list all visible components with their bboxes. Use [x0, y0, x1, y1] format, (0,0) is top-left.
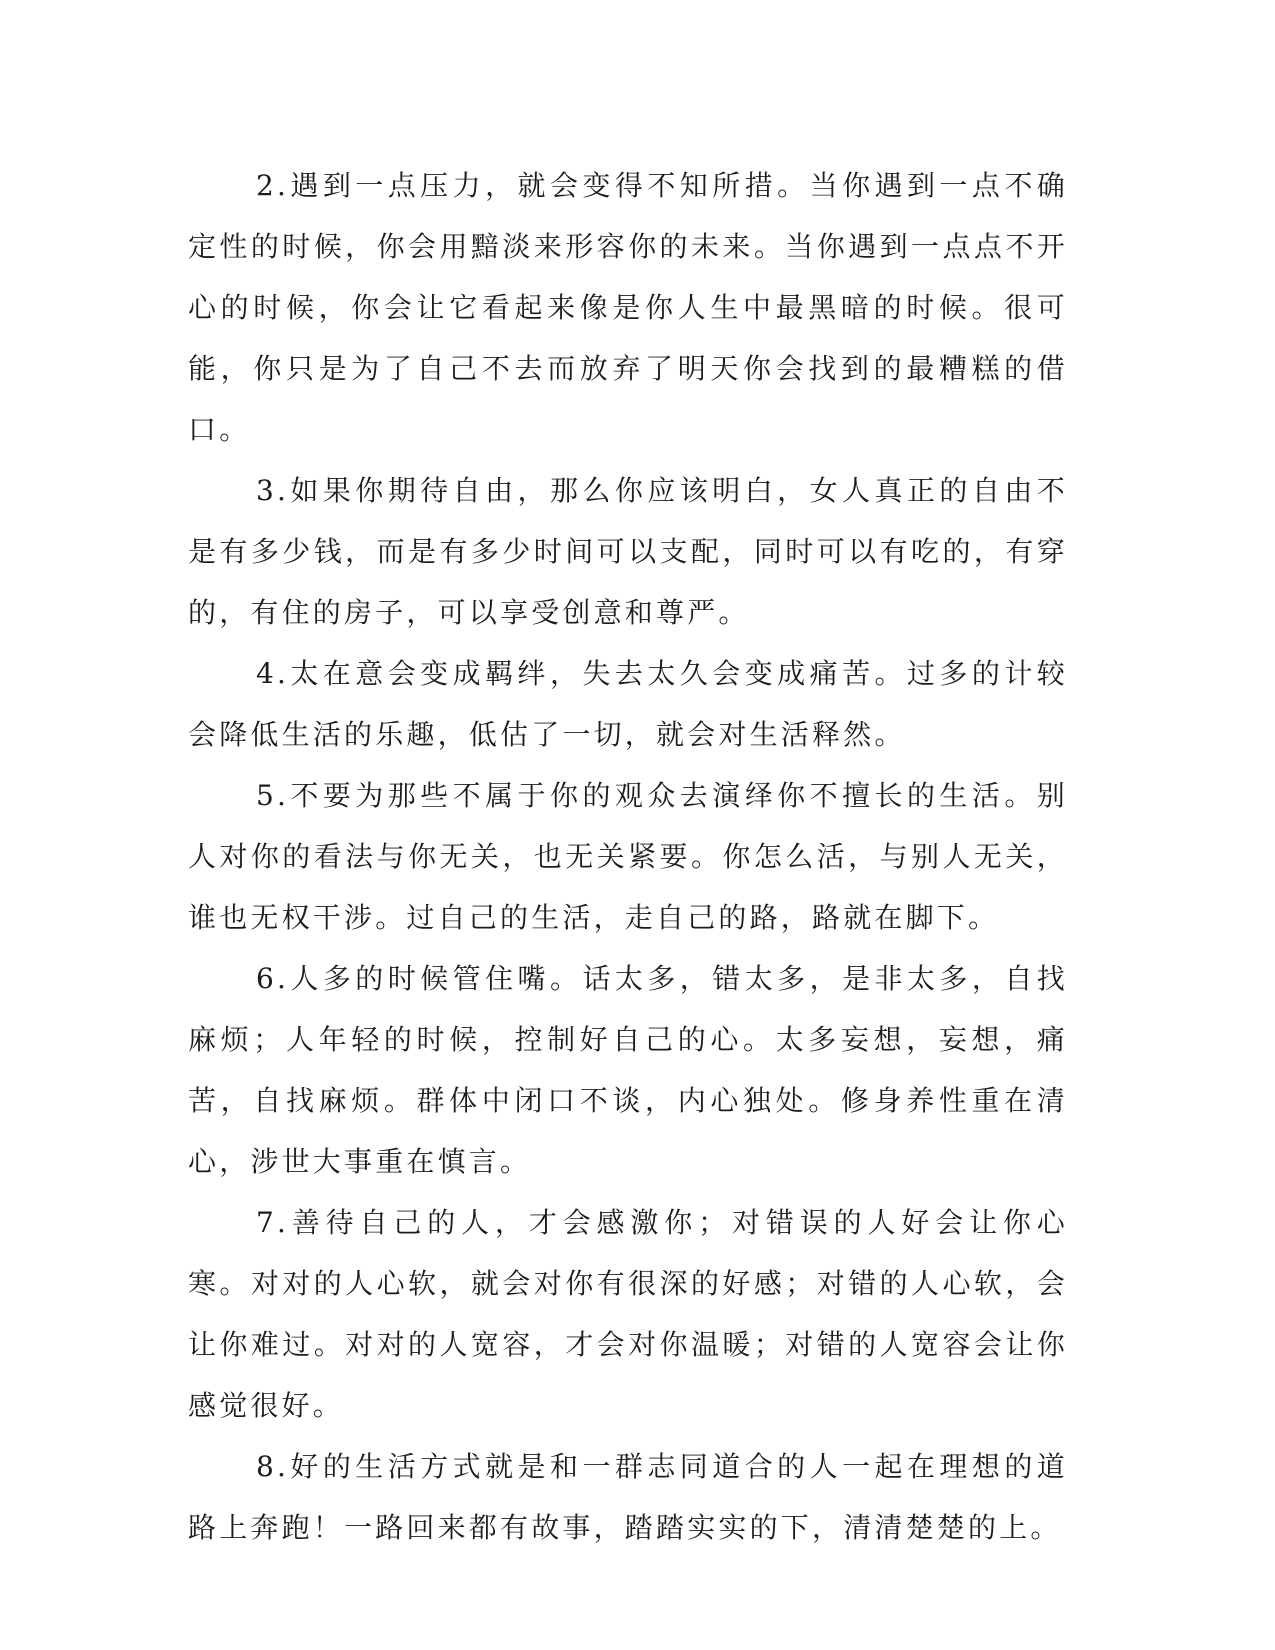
paragraph-3: 3.如果你期待自由，那么你应该明白，女人真正的自由不是有多少钱，而是有多少时间可以支配，同时可以有吃的，有穿的，有住的房子，可以享受创意和尊严。: [188, 474, 1068, 629]
paragraph-7: 7.善待自己的人，才会感激你；对错误的人好会让你心寒。对对的人心软，就会对你有很深的好感；对错的人心软，会让你难过。对对的人宽容，才会对你温暖；对错的人宽容会让你感觉很好。: [188, 1206, 1068, 1422]
paragraph-8: 8.好的生活方式就是和一群志同道合的人一起在理想的道路上奔跑！一路回来都有故事，踏踏实实的下，清清楚楚的上。: [188, 1450, 1068, 1544]
paragraph-2: 2.遇到一点压力，就会变得不知所措。当你遇到一点不确定性的时候，你会用黯淡来形容你的未来。当你遇到一点点不开心的时候，你会让它看起来像是你人生中最黑暗的时候。很可能，你只是为了自己不去而放弃了明天你会找到的最糟糕的借口。: [188, 169, 1068, 446]
document-body: [188, 155, 1068, 1558]
paragraph-5: 5.不要为那些不属于你的观众去演绎你不擅长的生活。别人对你的看法与你无关，也无关紧要。你怎么活，与别人无关，谁也无权干涉。过自己的生活，走自己的路，路就在脚下。: [188, 779, 1068, 934]
paragraph-4: 4.太在意会变成羁绊，失去太久会变成痛苦。过多的计较会降低生活的乐趣，低估了一切，就会对生活释然。: [188, 657, 1068, 751]
paragraph-6: 6.人多的时候管住嘴。话太多，错太多，是非太多，自找麻烦；人年轻的时候，控制好自己的心。太多妄想，妄想，痛苦，自找麻烦。群体中闭口不谈，内心独处。修身养性重在清心，涉世大事重在慎言。: [188, 962, 1068, 1178]
